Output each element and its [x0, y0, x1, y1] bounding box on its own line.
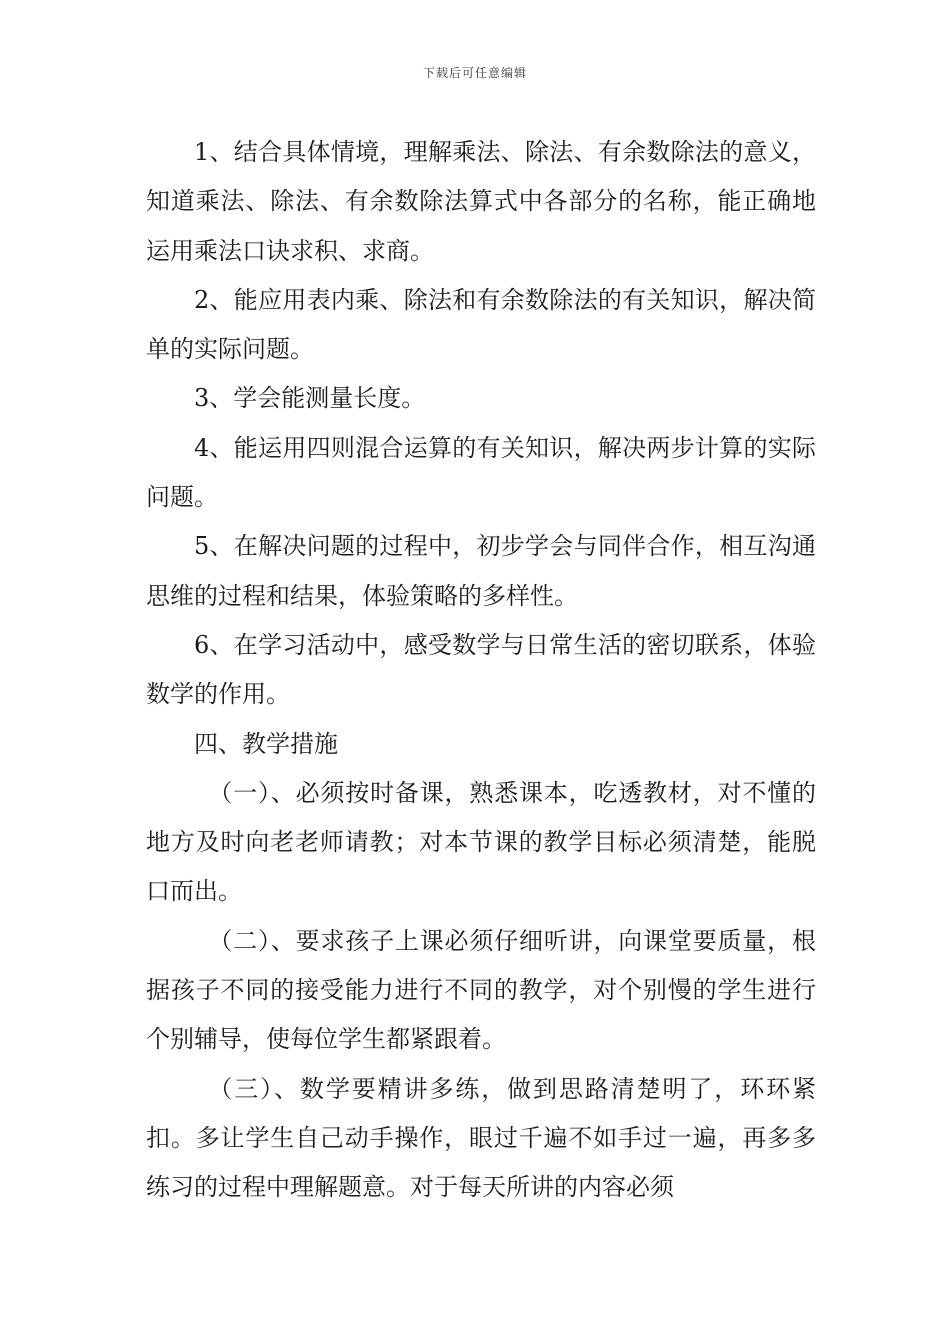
measure-1: （一）、必须按时备课，熟悉课本，吃透教材，对不懂的地方及时向老老师请教；对本节课的教学目标必须清楚，能脱口而出。 — [146, 778, 816, 906]
objective-4: 4、能运用四则混合运算的有关知识，解决两步计算的实际问题。 — [146, 433, 816, 512]
measure-3: （三）、数学要精讲多练，做到思路清楚明了，环环紧扣。多让学生自己动手操作，眼过千遍不如手过一遍，再多多练习的过程中理解题意。对于每天所讲的内容必须 — [146, 1074, 816, 1202]
measure-2: （二）、要求孩子上课必须仔细听讲，向课堂要质量，根据孩子不同的接受能力进行不同的教学，对个别慢的学生进行个别辅导，使每位学生都紧跟着。 — [146, 926, 816, 1054]
objective-1: 1、结合具体情境，理解乘法、除法、有余数除法的意义，知道乘法、除法、有余数除法算式中各部分的名称，能正确地运用乘法口诀求积、求商。 — [146, 138, 816, 265]
objective-2: 2、能应用表内乘、除法和有余数除法的有关知识，解决简单的实际问题。 — [146, 285, 816, 364]
page-header: 下载后可任意编辑 — [422, 66, 527, 80]
document-body — [146, 128, 816, 1213]
objective-6: 6、在学习活动中，感受数学与日常生活的密切联系，体验数学的作用。 — [146, 630, 816, 709]
objective-5: 5、在解决问题的过程中，初步学会与同伴合作，相互沟通思维的过程和结果，体验策略的多样性。 — [146, 532, 816, 610]
objective-3: 3、学会能测量长度。 — [194, 384, 426, 413]
section-heading-teaching-measures: 四、教学措施 — [194, 729, 338, 758]
